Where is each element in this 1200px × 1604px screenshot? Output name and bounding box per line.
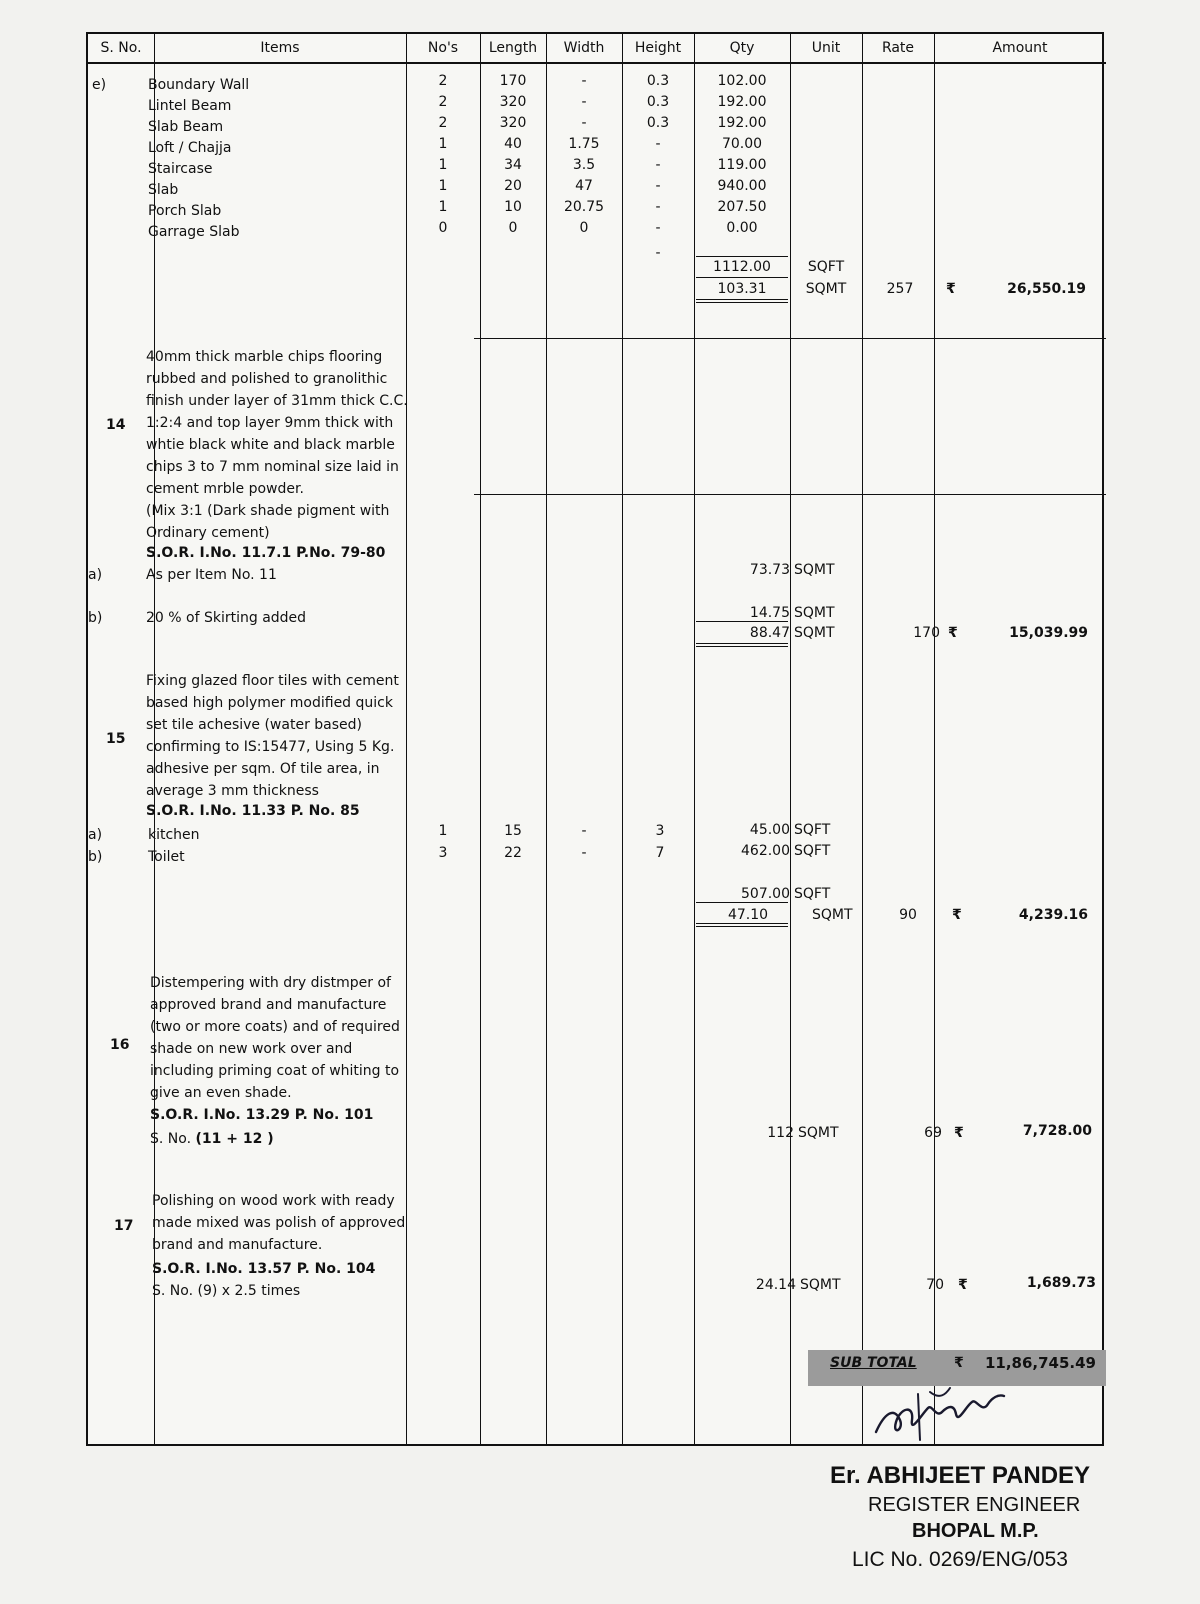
item14-a-unit: SQMT (794, 562, 835, 578)
item16-amount: 7,728.00 (1022, 1123, 1092, 1139)
item16-sor: S.O.R. I.No. 13.29 P. No. 101 (150, 1107, 374, 1123)
description-line: 1:2:4 and top layer 9mm thick with (146, 415, 394, 431)
item13-row-width: - (581, 73, 587, 89)
item13-row-nos: 1 (438, 157, 448, 173)
item14-sor: S.O.R. I.No. 11.7.1 P.No. 79-80 (146, 545, 386, 561)
item16-ref-prefix: S. No. (150, 1131, 192, 1147)
description-line: Distempering with dry distmper of (150, 975, 391, 991)
item15-b-label: b) (88, 849, 103, 865)
item13-row-height: - (655, 220, 661, 236)
item13-unit-sqmt: SQMT (805, 281, 847, 297)
item13-row-qty: 207.50 (717, 199, 767, 215)
description-line: confirming to IS:15477, Using 5 Kg. (146, 739, 395, 755)
item13-row-name: Garrage Slab (148, 224, 240, 240)
item14-b-qty: 14.75 (749, 605, 790, 621)
item13-row-qty: 940.00 (717, 178, 767, 194)
item13-row-length: 20 (504, 178, 522, 194)
item13-row-length: 0 (508, 220, 518, 236)
item13-row-width: - (581, 115, 587, 131)
description-line: finish under layer of 31mm thick C.C. (146, 393, 408, 409)
estimate-table (86, 32, 1104, 1446)
item15-a-height: 3 (655, 823, 665, 839)
description-line: give an even shade. (150, 1085, 292, 1101)
qty-double-underline (696, 923, 788, 927)
item13-row-width: - (581, 94, 587, 110)
item15-a-label: a) (88, 827, 103, 843)
item13-row-height: - (655, 157, 661, 173)
stamp-title: REGISTER ENGINEER (868, 1494, 1081, 1516)
item13-row-length: 170 (499, 73, 527, 89)
signature-icon (870, 1384, 1010, 1444)
item13-row-name: Loft / Chajja (148, 140, 232, 156)
item15-b-width: - (581, 845, 587, 861)
item14-b-label: b) (88, 610, 103, 626)
item17-rate: 70 (926, 1277, 944, 1293)
item13-row-nos: 1 (438, 136, 448, 152)
item14-description (146, 346, 408, 544)
header-length: Length (480, 34, 546, 64)
description-line: average 3 mm thickness (146, 783, 319, 799)
row-divider (474, 494, 1106, 495)
item15-unit-sqmt: SQMT (812, 907, 853, 923)
item13-row-qty: 119.00 (717, 157, 767, 173)
description-line: (two or more coats) and of required (150, 1019, 400, 1035)
item17-description (152, 1190, 405, 1256)
item13-extra-height: - (655, 245, 661, 261)
item15-total-sqmt: 47.10 (727, 907, 769, 923)
description-line: adhesive per sqm. Of tile area, in (146, 761, 380, 777)
item13-row-nos: 2 (438, 73, 448, 89)
description-line: chips 3 to 7 mm nominal size laid in (146, 459, 399, 475)
item15-b-text: Toilet (148, 849, 185, 865)
description-line: Polishing on wood work with ready (152, 1193, 395, 1209)
item13-row-qty: 102.00 (717, 73, 767, 89)
description-line: brand and manufacture. (152, 1237, 323, 1253)
description-line: (Mix 3:1 (Dark shade pigment with (146, 503, 390, 519)
item15-a-text: kitchen (148, 827, 200, 843)
subtotal-amount: 11,86,745.49 (984, 1354, 1096, 1372)
item16-qty: 112 (767, 1125, 794, 1141)
item15-amount: 4,239.16 (1018, 907, 1088, 923)
item16-ref (150, 1130, 274, 1148)
description-line: set tile achesive (water based) (146, 717, 362, 733)
subtotal-currency: ₹ (954, 1355, 964, 1371)
header-unit: Unit (790, 34, 862, 64)
item13-row-height: 0.3 (646, 115, 670, 131)
col-divider (790, 34, 791, 1444)
description-line: rubbed and polished to granolithic (146, 371, 388, 387)
item13-row-width: 3.5 (572, 157, 596, 173)
item13-row-length: 40 (504, 136, 522, 152)
qty-double-underline (696, 299, 788, 303)
item14-a-text: As per Item No. 11 (146, 567, 277, 583)
item17-ref: S. No. (9) x 2.5 times (152, 1283, 301, 1299)
item13-row-height: - (655, 136, 661, 152)
stamp-name: Er. ABHIJEET PANDEY (830, 1462, 1091, 1489)
item13-row-nos: 2 (438, 115, 448, 131)
item15-b-qty: 462.00 (741, 843, 790, 859)
item13-rate: 257 (886, 281, 914, 297)
item15-a-nos: 1 (438, 823, 448, 839)
item15-b-nos: 3 (438, 845, 448, 861)
item15-unit-sqft: SQFT (794, 886, 831, 902)
description-line: approved brand and manufacture (150, 997, 387, 1013)
header-width: Width (546, 34, 622, 64)
col-divider (934, 34, 935, 1444)
item17-sno: 17 (114, 1218, 134, 1234)
item13-row-length: 320 (499, 94, 527, 110)
item13-row-height: 0.3 (646, 94, 670, 110)
col-divider (694, 34, 695, 1444)
qty-underline (696, 902, 788, 903)
item16-sno: 16 (110, 1037, 130, 1053)
item14-total-qty: 88.47 (749, 625, 790, 641)
header-height: Height (622, 34, 694, 64)
item13-row-name: Staircase (148, 161, 213, 177)
item14-b-text: 20 % of Skirting added (146, 610, 307, 626)
description-line: Ordinary cement) (146, 525, 270, 541)
item16-ref-value: (11 + 12 ) (195, 1131, 274, 1147)
item13-row-length: 320 (499, 115, 527, 131)
description-line: made mixed was polish of approved (152, 1215, 406, 1231)
stamp-license: LIC No. 0269/ENG/053 (852, 1548, 1068, 1571)
item13-total-sqmt: 103.31 (717, 281, 767, 297)
item13-row-width: 20.75 (563, 199, 605, 215)
description-line: cement mrble powder. (146, 481, 304, 497)
item15-a-qty: 45.00 (749, 822, 790, 838)
item14-total-unit: SQMT (794, 625, 835, 641)
item14-rate: 170 (913, 625, 940, 641)
item13-row-height: 0.3 (646, 73, 670, 89)
item13-total-sqft: 1112.00 (713, 259, 771, 275)
item15-a-unit: SQFT (794, 822, 831, 838)
item15-sno: 15 (106, 731, 126, 747)
item15-description (146, 670, 399, 802)
item16-currency: ₹ (954, 1125, 964, 1141)
header-nos: No's (406, 34, 480, 64)
item13-row-length: 34 (504, 157, 522, 173)
item15-b-length: 22 (504, 845, 522, 861)
header-sno: S. No. (88, 34, 154, 64)
item15-a-length: 15 (504, 823, 522, 839)
item13-row-height: - (655, 178, 661, 194)
item16-rate: 69 (924, 1125, 942, 1141)
item14-b-unit: SQMT (794, 605, 835, 621)
item17-unit: SQMT (800, 1277, 841, 1293)
description-line: Fixing glazed floor tiles with cement (146, 673, 399, 689)
item14-sno: 14 (106, 417, 126, 433)
item13-row-qty: 192.00 (717, 115, 767, 131)
item13-row-name: Slab (148, 182, 179, 198)
item13-row-name: Slab Beam (148, 119, 224, 135)
item15-currency: ₹ (952, 907, 962, 923)
item13-amount: 26,550.19 (1007, 281, 1086, 297)
item17-sor: S.O.R. I.No. 13.57 P. No. 104 (152, 1261, 376, 1277)
item13-row-name: Lintel Beam (148, 98, 232, 114)
item15-b-unit: SQFT (794, 843, 831, 859)
item13-row-name: Porch Slab (148, 203, 222, 219)
description-line: including priming coat of whiting to (150, 1063, 400, 1079)
col-divider (480, 34, 481, 1444)
header-items: Items (154, 34, 406, 64)
item15-b-height: 7 (655, 845, 665, 861)
col-divider (406, 34, 407, 1444)
item14-a-qty: 73.73 (749, 562, 790, 578)
item17-amount: 1,689.73 (1026, 1275, 1096, 1291)
item14-amount: 15,039.99 (1009, 625, 1088, 641)
item13-row-nos: 2 (438, 94, 448, 110)
item13-unit-sqft: SQFT (807, 259, 845, 275)
item15-sor: S.O.R. I.No. 11.33 P. No. 85 (146, 803, 360, 819)
item13-row-qty: 0.00 (726, 220, 758, 236)
item13-row-nos: 0 (438, 220, 448, 236)
item13-sno: e) (92, 77, 107, 93)
stamp-city: BHOPAL M.P. (912, 1520, 1039, 1542)
item17-currency: ₹ (958, 1277, 968, 1293)
item13-row-width: 47 (575, 178, 593, 194)
description-line: based high polymer modified quick (146, 695, 393, 711)
item13-row-nos: 1 (438, 199, 448, 215)
item17-qty: 24.14 (755, 1277, 796, 1293)
subtotal-label: SUB TOTAL (830, 1355, 917, 1371)
description-line: whtie black white and black marble (146, 437, 395, 453)
item13-row-width: 0 (579, 220, 589, 236)
qty-underline (696, 621, 788, 622)
item16-description (150, 972, 400, 1104)
col-divider (862, 34, 863, 1444)
item15-total-sqft: 507.00 (741, 886, 790, 902)
item13-row-height: - (655, 199, 661, 215)
header-amount: Amount (934, 34, 1106, 64)
row-divider (474, 338, 1106, 339)
item16-unit: SQMT (798, 1125, 839, 1141)
item15-a-width: - (581, 823, 587, 839)
description-line: 40mm thick marble chips flooring (146, 349, 383, 365)
item14-currency: ₹ (948, 625, 958, 641)
qty-double-underline (696, 643, 788, 647)
item14-a-label: a) (88, 567, 103, 583)
item13-row-name: Boundary Wall (148, 77, 250, 93)
header-rate: Rate (862, 34, 934, 64)
item13-row-width: 1.75 (568, 136, 600, 152)
qty-underline (696, 277, 788, 278)
item13-currency: ₹ (946, 281, 956, 297)
item13-row-length: 10 (504, 199, 522, 215)
item15-rate: 90 (899, 907, 917, 923)
item13-row-nos: 1 (438, 178, 448, 194)
qty-underline (696, 256, 788, 257)
item13-row-qty: 70.00 (721, 136, 763, 152)
item13-row-qty: 192.00 (717, 94, 767, 110)
col-divider (546, 34, 547, 1444)
header-qty: Qty (694, 34, 790, 64)
description-line: shade on new work over and (150, 1041, 353, 1057)
